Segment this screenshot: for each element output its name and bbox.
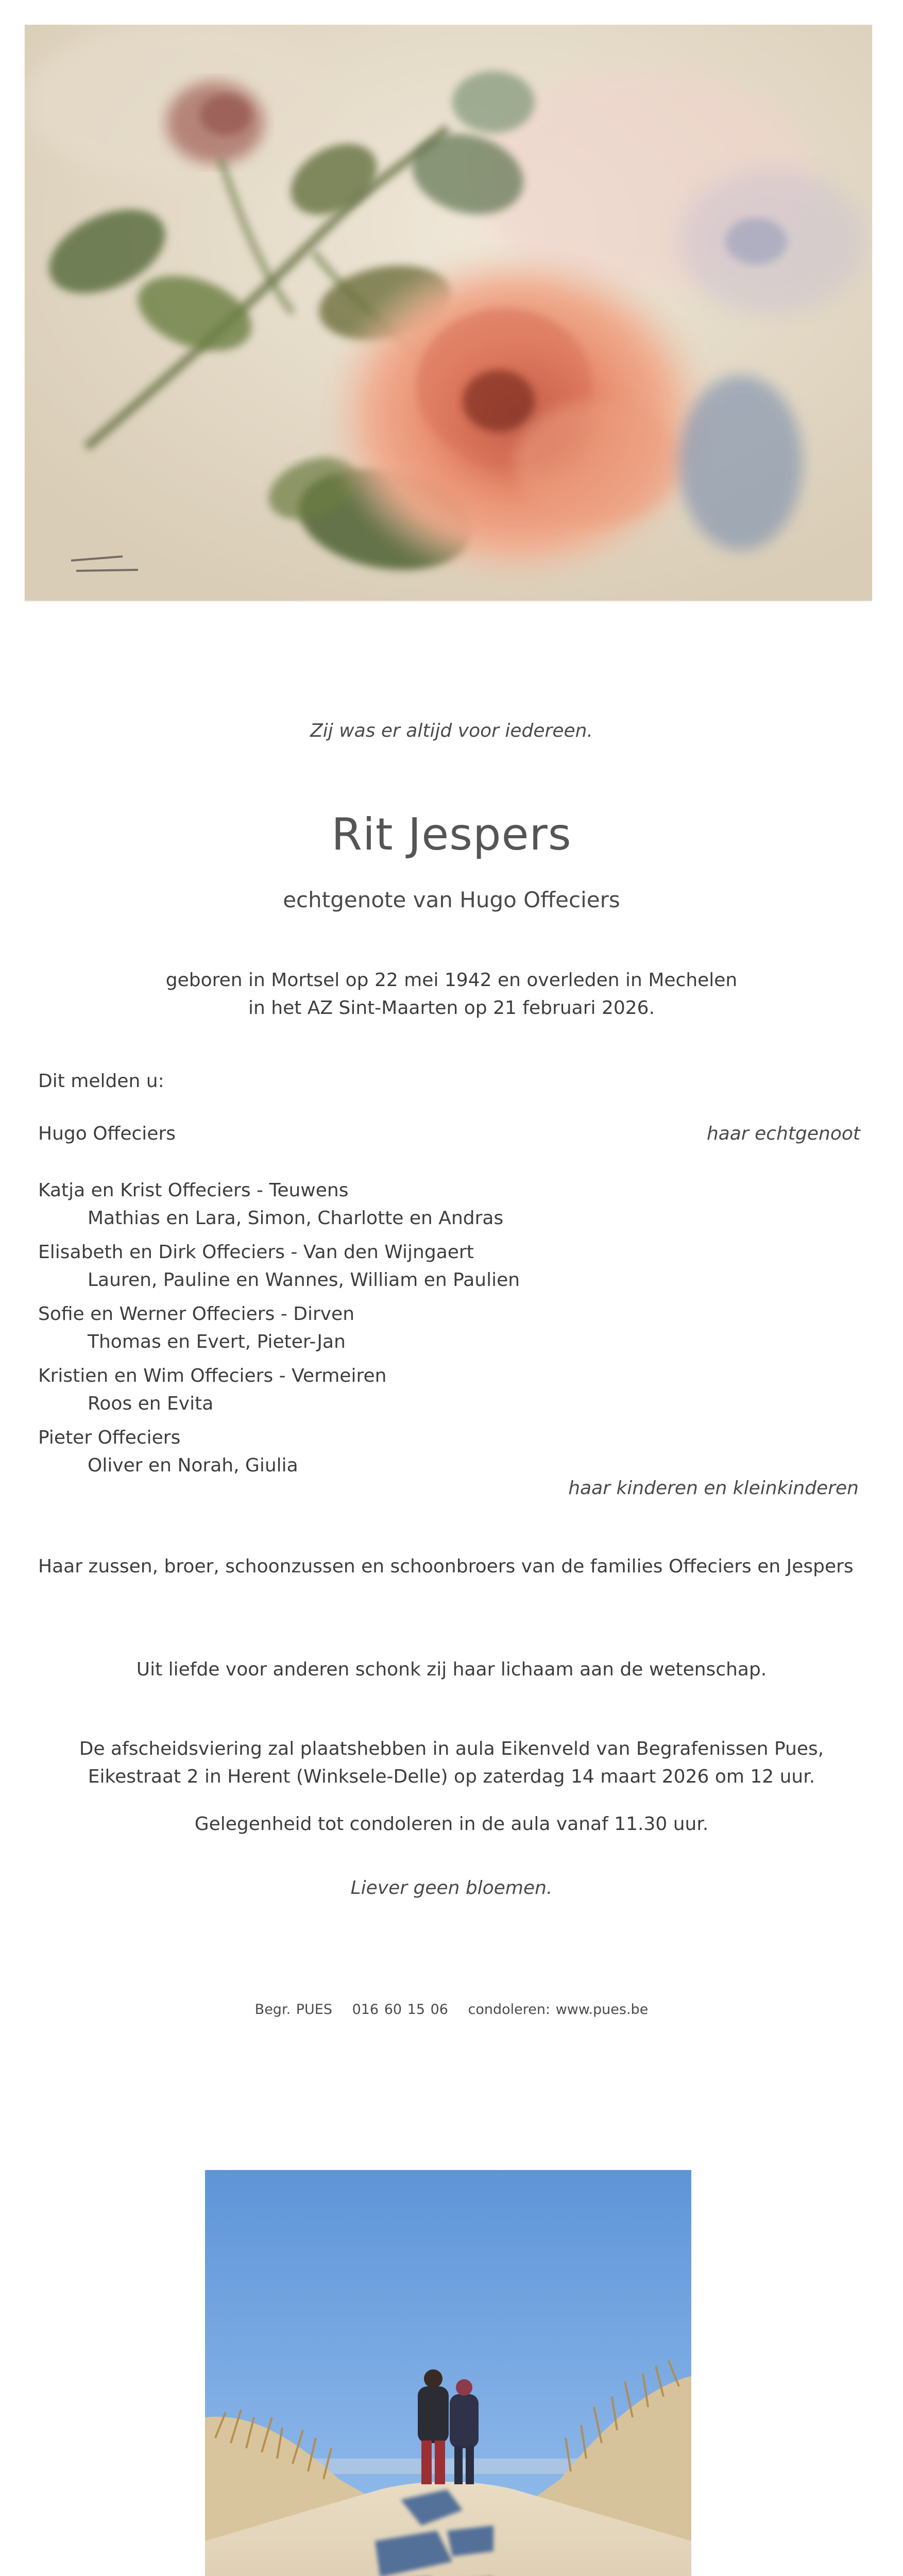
grandchildren: Thomas en Evert, Pieter-Jan [88, 1331, 346, 1352]
deceased-name: Rit Jespers [331, 809, 572, 860]
child-parents: Sofie en Werner Offeciers - Dirven [38, 1303, 355, 1325]
watercolor-rose-image [25, 25, 872, 601]
grandchildren: Lauren, Pauline en Wannes, William en Paulien [88, 1269, 520, 1291]
ceremony-line-2: Eikestraat 2 in Herent (Winksele-Delle) op zaterdag 14 maart 2026 om 12 uur. [88, 1766, 815, 1787]
child-group [38, 1239, 862, 1294]
child-group [38, 1362, 862, 1418]
condolence-website: condoleren: www.pues.be [468, 2002, 649, 2018]
condolence-line: Gelegenheid tot condoleren in de aula vanaf 11.30 uur. [194, 1814, 709, 1835]
grandchildren: Oliver en Norah, Giulia [88, 1455, 298, 1476]
husband-name: Hugo Offeciers [38, 1123, 176, 1144]
birth-death-line-2: in het AZ Sint-Maarten op 21 februari 2026. [248, 997, 655, 1019]
husband-relation: haar echtgenoot [706, 1123, 860, 1144]
child-parents: Pieter Offeciers [38, 1427, 181, 1448]
child-group [38, 1300, 862, 1356]
birth-death-line-1: geboren in Mortsel op 22 mei 1942 en overleden in Mechelen [165, 970, 738, 991]
motto: Zij was er altijd voor iedereen. [310, 720, 593, 741]
grandchildren: Mathias en Lara, Simon, Charlotte en Andras [88, 1208, 504, 1229]
child-group [38, 1424, 862, 1480]
undertaker-footer [0, 2002, 903, 2018]
grandchildren: Roos en Evita [88, 1393, 214, 1414]
body-donation-line: Uit liefde voor anderen schonk zij haar lichaam aan de wetenschap. [136, 1659, 767, 1680]
birth-death-info [0, 967, 903, 1022]
husband-row [38, 1123, 860, 1144]
announce-line: Dit melden u: [38, 1071, 164, 1092]
siblings-line: Haar zussen, broer, schoonzussen en schoonbroers van de families Offeciers en Jespers [38, 1556, 854, 1577]
no-flowers-line: Liever geen bloemen. [350, 1877, 553, 1899]
children-list [38, 1177, 862, 1486]
ceremony-info [0, 1735, 903, 1791]
child-parents: Kristien en Wim Offeciers - Vermeiren [38, 1365, 387, 1386]
child-group [38, 1177, 862, 1232]
undertaker-name: Begr. PUES [254, 2002, 332, 2018]
ceremony-line-1: De afscheidsviering zal plaatshebben in aula Eikenveld van Begrafenissen Pues, [79, 1738, 824, 1759]
undertaker-phone: 016 60 15 06 [352, 2002, 448, 2018]
spouse-line: echtgenote van Hugo Offeciers [283, 887, 620, 912]
child-parents: Katja en Krist Offeciers - Teuwens [38, 1180, 349, 1201]
beach-couple-photo [205, 2170, 691, 2576]
children-relation: haar kinderen en kleinkinderen [568, 1478, 859, 1499]
child-parents: Elisabeth en Dirk Offeciers - Van den Wijngaert [38, 1242, 474, 1263]
